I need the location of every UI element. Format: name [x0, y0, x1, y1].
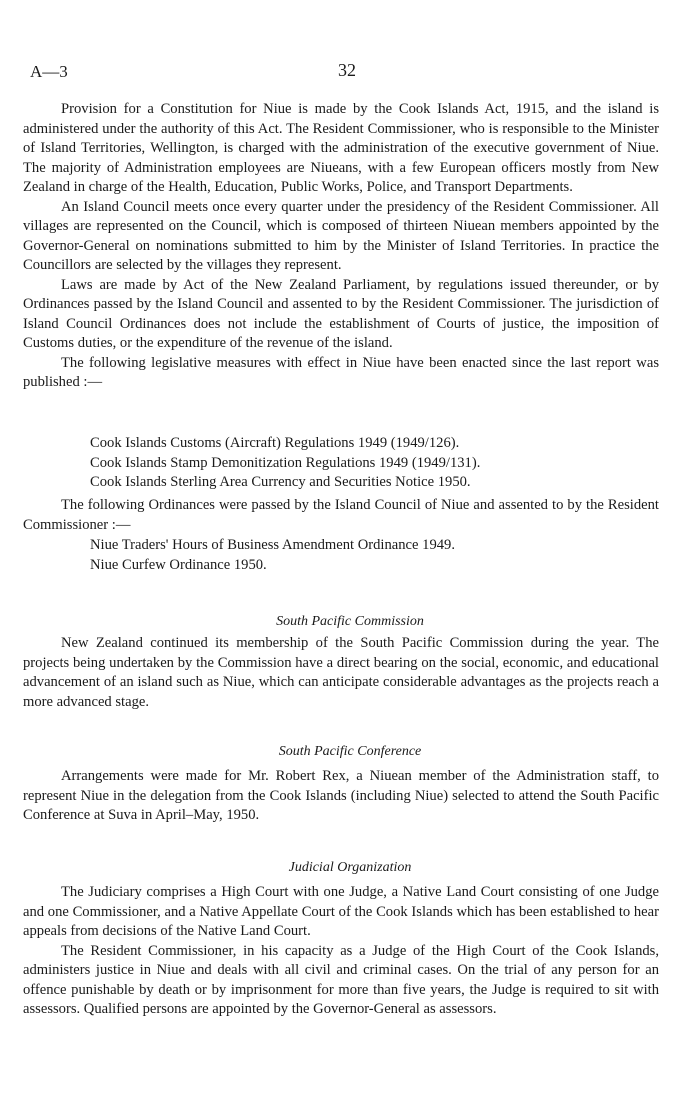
conference-block [23, 767, 659, 826]
report-code: A—3 [30, 62, 68, 81]
paragraph-judiciary: The Judiciary comprises a High Court with one Judge, a Native Land Court consisting of one Judge and one Commissioner, and a Native Appellate Court of the Cook Islands which has been established to hear appeals from decisions of the Native Land Court. [23, 884, 659, 939]
page-number: 32 [338, 60, 356, 80]
paragraph-spc: New Zealand continued its membership of the South Pacific Commission during the year. The projects being undertaken by the Commission have a direct bearing on the social, economic, and educational advancement of an island such as Niue, which can anticipate considerable advantages as the projects reach a more advanced stage. [23, 635, 659, 710]
list-item: Cook Islands Customs (Aircraft) Regulations 1949 (1949/126). [90, 435, 460, 451]
intro-block [23, 100, 659, 393]
heading-south-pacific-conference: South Pacific Conference [278, 744, 422, 759]
spc-block [23, 634, 659, 712]
list-item: Niue Traders' Hours of Business Amendment Ordinance 1949. [90, 537, 455, 553]
paragraph-resident-commissioner: The Resident Commissioner, in his capacity as a Judge of the High Court of the Cook Islands, administers justice in Niue and deals with all civil and criminal cases. On the trial of any person for an offence punishable by death or by imprisonment for more than five years, the Judge is required to sit with assessors. Qualified persons are appointed by the Governor-General as assessors. [23, 942, 659, 1017]
paragraph-constitution: Provision for a Constitution for Niue is made by the Cook Islands Act, 1915, and the island is administered under the authority of this Act. The Resident Commissioner, who is responsible to the Minister of Island Territories, Wellington, is charged with the administration of the executive government of Niue. The majority of Administration employees are Niueans, with a few European officers mostly from New Zealand in charge of the Health, Education, Public Works, Police, and Transport Departments. [23, 101, 659, 195]
heading-judicial-organization: Judicial Organization [288, 860, 412, 875]
list-item: Cook Islands Sterling Area Currency and Securities Notice 1950. [90, 474, 471, 490]
paragraph-legislative-measures: The following legislative measures with effect in Niue have been enacted since the last report was published :— [23, 354, 659, 390]
measures-list [90, 434, 650, 493]
paragraph-island-council: An Island Council meets once every quarter under the presidency of the Resident Commissioner. All villages are represented on the Council, which is composed of thirteen Niuean members appointed by the Governor-General on nominations submitted to him by the Minister of Island Territories. In practice the Councillors are selected by the villages they represent. [23, 198, 659, 273]
paragraph-conference: Arrangements were made for Mr. Robert Rex, a Niuean member of the Administration staff, to represent Niue in the delegation from the Cook Islands (including Niue) selected to attend the South Pacific Conference at Suva in April–May, 1950. [23, 768, 659, 823]
list-item: Niue Curfew Ordinance 1950. [90, 556, 267, 573]
ordinances-list [90, 536, 650, 575]
judicial-block [23, 883, 659, 1020]
heading-south-pacific-commission: South Pacific Commission [276, 614, 424, 629]
list-item: Cook Islands Stamp Demonitization Regulations 1949 (1949/131). [90, 454, 481, 471]
ordinances-intro [23, 496, 659, 535]
paragraph-ordinances: The following Ordinances were passed by the Island Council of Niue and assented to by the Resident Commissioner :— [23, 497, 659, 533]
paragraph-laws: Laws are made by Act of the New Zealand Parliament, by regulations issued thereunder, or by Ordinances passed by the Island Council and assented to by the Resident Commissioner. The jurisdiction of Island Council Ordinances does not include the establishment of Courts of justice, the imposition of Customs duties, or the expenditure of the revenue of the island. [23, 276, 659, 351]
